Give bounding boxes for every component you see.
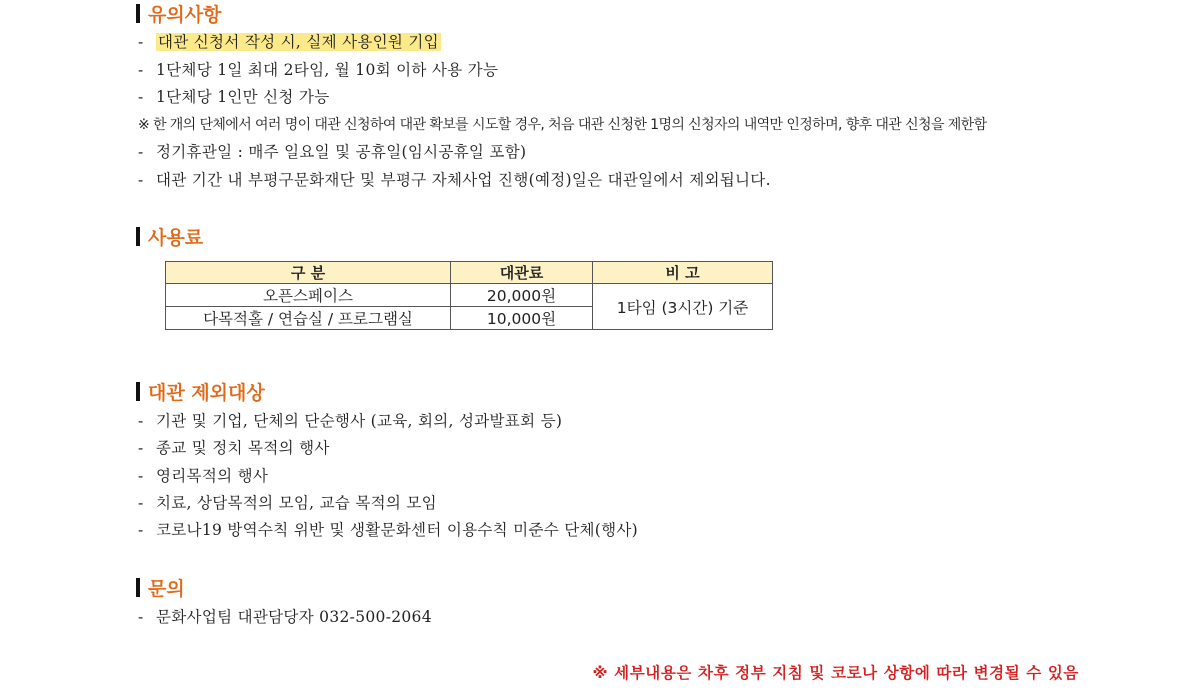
fees-heading-text: 사용료: [148, 226, 204, 249]
dash-bullet: -: [138, 171, 144, 189]
table-cell-space: 오픈스페이스: [166, 284, 451, 307]
precautions-heading: [136, 0, 221, 26]
precautions-heading-text: 유의사항: [148, 3, 222, 26]
table-cell-remark: 1타임 (3시간) 기준: [593, 284, 773, 330]
heading-bar-icon: [136, 4, 140, 23]
dash-bullet: -: [138, 143, 144, 161]
exclusion-text: 코로나19 방역수칙 위반 및 생활문화센터 이용수칙 미준수 단체(행사): [156, 521, 638, 539]
exclusion-item: [138, 437, 330, 459]
dash-bullet: -: [138, 521, 144, 539]
dash-bullet: -: [138, 439, 144, 457]
table-cell-fee: 10,000원: [451, 307, 593, 330]
heading-bar-icon: [136, 578, 140, 597]
dash-bullet: -: [138, 467, 144, 485]
table-header-category: 구 분: [166, 262, 451, 284]
dash-bullet: -: [138, 33, 144, 51]
precaution-item: [138, 141, 526, 163]
contact-heading-text: 문의: [148, 577, 185, 600]
precaution-note: ※ 한 개의 단체에서 여러 명이 대관 신청하여 대관 확보를 시도할 경우, 처음 대관 신청한 1명의 신청자의 내역만 인정하며, 향후 대관 신청을 제한함: [138, 117, 987, 133]
precaution-text: 1단체당 1일 최대 2타임, 월 10회 이하 사용 가능: [156, 61, 499, 79]
table-cell-space: 다목적홀 / 연습실 / 프로그램실: [166, 307, 451, 330]
exclusion-item: [138, 410, 562, 432]
exclusion-text: 치료, 상담목적의 모임, 교습 목적의 모임: [156, 494, 437, 512]
fees-heading: [136, 223, 203, 249]
exclusion-item: [138, 492, 437, 514]
exclusions-heading-text: 대관 제외대상: [148, 381, 265, 404]
table-cell-fee: 20,000원: [451, 284, 593, 307]
precaution-text: 대관 기간 내 부평구문화재단 및 부평구 자체사업 진행(예정)일은 대관일에서 제외됩니다.: [156, 171, 771, 189]
precaution-text: 1단체당 1인만 신청 가능: [156, 88, 330, 106]
contact-text: 문화사업팀 대관담당자 032-500-2064: [156, 608, 432, 626]
exclusion-item: [138, 465, 268, 487]
contact-item: [138, 606, 432, 628]
table-row: [166, 284, 773, 307]
dash-bullet: -: [138, 608, 144, 626]
precaution-item: [138, 59, 498, 81]
dash-bullet: -: [138, 61, 144, 79]
exclusion-text: 종교 및 정치 목적의 행사: [156, 439, 330, 457]
precaution-item: [138, 31, 441, 53]
heading-bar-icon: [136, 382, 140, 401]
exclusion-item: [138, 519, 638, 541]
exclusions-heading: [136, 378, 265, 404]
exclusion-text: 기관 및 기업, 단체의 단순행사 (교육, 회의, 성과발표회 등): [156, 412, 563, 430]
precaution-item: [138, 169, 771, 191]
highlighted-text: 대관 신청서 작성 시, 실제 사용인원 기입: [158, 33, 439, 51]
table-header-row: [166, 262, 773, 284]
dash-bullet: -: [138, 494, 144, 512]
table-header-fee: 대관료: [451, 262, 593, 284]
precaution-item: [138, 86, 329, 108]
table-header-remark: 비 고: [593, 262, 773, 284]
dash-bullet: -: [138, 412, 144, 430]
exclusion-text: 영리목적의 행사: [156, 467, 269, 485]
heading-bar-icon: [136, 227, 140, 246]
footer-notice: ※ 세부내용은 차후 정부 지침 및 코로나 상항에 따라 변경될 수 있음: [592, 664, 1079, 682]
dash-bullet: -: [138, 88, 144, 106]
fee-table: [165, 261, 773, 330]
contact-heading: [136, 574, 185, 600]
precaution-text: 정기휴관일 : 매주 일요일 및 공휴일(임시공휴일 포함): [156, 143, 527, 161]
